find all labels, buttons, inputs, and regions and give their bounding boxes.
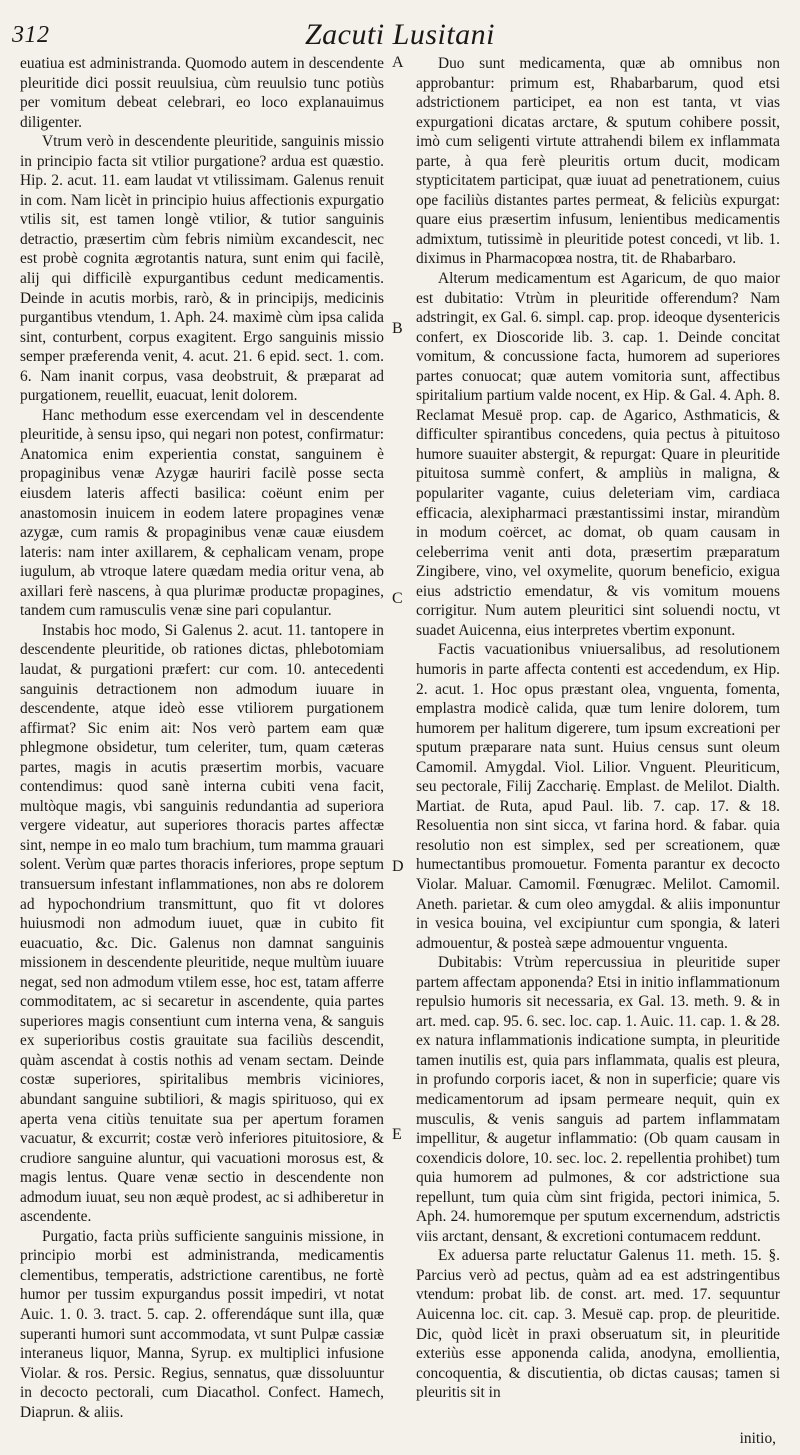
catchword: initio, bbox=[739, 1430, 776, 1447]
margin-letter-a: A bbox=[392, 54, 404, 71]
right-column bbox=[416, 54, 780, 1403]
paragraph: Ex aduersa parte reluctatur Galenus 11. meth. 15. §. Parcius verò ad pectus, quàm ad ea est adstringentibus vtendum: probat lib. de const. art. med. 17. sequuntur Auicenna loc. cit. cap. 3. Mesuë cap. prop. de pleuritide. Dic, quòd licèt in praxi obseruatum sit, in pleuritide exteriùs esse apponenda calida, anodyna, emollientia, concoquentia, & discutientia, ob dictas causas; tamen si pleuritis sit in bbox=[416, 1247, 780, 1402]
paragraph: Dubitabis: Vtrùm repercussiua in pleuritide super partem affectam apponenda? Etsi in initio inflammationum repulsio humoris sit necessaria, ex Gal. 13. meth. 9. & in art. med. cap. 95. 6. sec. loc. cap. 1. Auic. 11. cap. 1. & 28. ex natura inflammationis indicatione sumpta, in pleuritide tamen inutilis est, quia pars inflammata, qualis est pleura, in profundo corporis iacet, & non in superficie; quare vis medicamentorum ad ipsam permeare nequit, quin ex musculis, & venis sanguis ad partem inflammatam impellitur, & augetur inflammatio: (Ob quam causam in coxendicis dolore, 10. sec. loc. 2. repellentia prohibet) tum quia humorem ad pulmones, & cor adstrictione sua repellunt, tum quia cùm sint frigida, pectori inimica, 5. Aph. 24. humoremque per sputum excernendum, adstrictis viis arctant, densant, & excretioni contumacem reddunt. bbox=[416, 954, 780, 1245]
paragraph: Vtrum verò in descendente pleuritide, sanguinis missio in principio facta sit vtilior purgatione? ardua est quæstio. Hip. 2. acut. 11. eam laudat vt vtilissimam. Galenus renuit in com. Nam licèt in principio huius affectionis expurgatio vtilis sit, est tamen longè vtilior, & tutior sanguinis detractio, præsertim cùm febris nimiùm excandescit, nec est probè cognita ægrotantis natura, sunt enim qui facilè, alij qui difficilè expurgantibus cedunt medicamentis. Deinde in acutis morbis, rarò, & in principijs, medicinis purgantibus vtendum, 1. Aph. 24. maximè cùm ipsa calida sint, conturbent, corpus exagitent. Ergo sanguinis missio semper præferenda venit, 4. acut. 21. 6 epid. sect. 1. com. 6. Nam inanit corpus, vasa deobstruit, & præparat ad purgationem, reuellit, euacuat, lenit dolorem. bbox=[20, 133, 384, 405]
left-column bbox=[20, 54, 384, 1422]
paragraph: Alterum medicamentum est Agaricum, de quo maior est dubitatio: Vtrùm in pleuritide offerendum? Nam adstringit, ex Gal. 6. simpl. cap. prop. ideoque dysentericis confert, ex Dioscoride lib. 3. cap. 1. Deinde concitat vomitum, & concussione facta, humorem ad superiores partes conuocat; quæ autem vomitoria sunt, affectibus spiritalium partium valde nocent, ex Hip. & Gal. 4. Aph. 8. Reclamat Mesuë prop. cap. de Agarico, Asthmaticis, & difficulter spirantibus concedens, quia pectus à pituitoso humore suauiter abstergit, & repurgat: Quare in pleuritide pituitosa summè confert, & ampliùs in maligna, & populariter vagante, cuius deleteriam vim, cardiaca efficacia, alexipharmaci præstantissimi instar, mirandùm in modum coërcet, ac domat, ob quam causam in celeberrima venit anti dota, præsertim præparatum Zingibere, vino, vel oxymelite, quorum beneficio, exigua eius adstrictio emendatur, & vis vomitum mouens corrigitur. Num autem pleuritici sint soluendi noctu, vt suadet Auicenna, eius interpretes vbertim exponunt. bbox=[416, 270, 780, 639]
margin-letter-d: D bbox=[392, 858, 404, 875]
margin-letter-b: B bbox=[392, 320, 403, 337]
paragraph: Hanc methodum esse exercendam vel in descendente pleuritide, à sensu ipso, qui negari non potest, confirmatur: Anatomica enim experientia constat, sanguinem è propaginibus venæ Azygæ hauriri facilè posse secta eiusdem lateris affecti basilica: coëunt enim per anastomosin inuicem in eodem latere propagines venæ azygæ, cum ramis & propaginibus venæ cauæ eiusdem lateris: nam inter axillarem, & cephalicam venam, prope iugulum, ab vtroque latere quædam media oritur vena, ab axillari ferè nascens, à qua plurimæ productæ propagines, tandem cum ramusculis venæ sine pari copulantur. bbox=[20, 406, 384, 620]
paragraph: Factis vacuationibus vniuersalibus, ad resolutionem humoris in parte affecta contenti est accedendum, ex Hip. 2. acut. 1. Hoc opus præstant olea, vnguenta, fomenta, emplastra modicè calida, quæ tum lenire dolorem, tum humorem per halitum digerere, tum ipsum excreationi per sputum præparare nata sunt. Huius census sunt oleum Camomil. Amygdal. Viol. Lilior. Vnguent. Pleuriticum, seu pectorale, Filij Zaccharię. Emplast. de Melilot. Dialth. Martiat. de Ruta, apud Paul. lib. 7. cap. 17. & 18. Resoluentia non sint sicca, vt farina hord. & fabar. quia resolutio non est simplex, sed per screationem, quæ humectantibus promouetur. Fomenta parantur ex decocto Violar. Maluar. Camomil. Fœnugræc. Melilot. Camomil. Aneth. parietar. & cum oleo amygdal. & aliis imponuntur in vesica bouina, vel excipiuntur cum spongia, & lateri admouentur, & posteà sæpe admouentur vnguenta. bbox=[416, 641, 780, 952]
paragraph: Purgatio, facta priùs sufficiente sanguinis missione, in principio morbi est administranda, medicamentis clementibus, temperatis, adstrictione carentibus, ne fortè humor per tussim expurgandus possit impediri, vt notat Auic. 1. 0. 3. tract. 5. cap. 2. offerendáque sunt illa, quæ superanti humori sunt accommodata, vt sunt Pulpæ cassiæ interaneus liquor, Manna, Syrup. ex multiplici infusione Violar. & ros. Persic. Regius, sennatus, quæ dissoluuntur in decocto pectorali, cum Diacathol. Confect. Hamech, Diaprun. & aliis. bbox=[20, 1227, 384, 1421]
paragraph: Instabis hoc modo, Si Galenus 2. acut. 11. tantopere in descendente pleuritide, ob rationes dictas, phlebotomiam laudat, & purgationi præfert: cur com. 10. antecedenti sanguinis detractionem non admodum iuuare in descendente, atque ideò esse vtiliorem purgationem affirmat? Sic enim ait: Nos verò partem eam quæ phlegmone obsidetur, tum celeriter, tum, quam cæteras partes, magis in acutis præsertim morbis, vacuare contendimus: quod sanè interna cubiti vena facit, multòque magis, vbi sanguinis redundantia ad superiora vergere videatur, aut superiores thoracis partes affectæ sint, nempe in eo malo tum brachium, tum mamma grauari solent. Verùm quæ partes thoracis inferiores, prope septum transuersum infestant inflammationes, non abs re dolorem ad hypochondrium transmittunt, quo fit vt dolores huiusmodi non admodum iuuet, quæ in cubito fit euacuatio, &c. Dic. Galenus non damnat sanguinis missionem in descendente pleuritide, neque multùm iuuare negat, sed non admodum vtilem esse, hoc est, tatam afferre commoditatem, ac si secaretur in ascendente, quia partes superiores magis consentiunt cum interna vena, & sanguis ex superioribus costis grauitate sua faciliùs descendit, quàm ascendat à costis nothis ad venam sectam. Deinde costæ superiores, spiritalibus membris viciniores, abundant sanguine subtiliori, & magis spirituoso, qui ex aperta vena citiùs tenuitate sua per apertum foramen vacuatur, & excurrit; costæ verò inferiores pituitosiore, & crudiore sanguine aluntur, qui vacuationi morosus est, & magis lentus. Quare venæ sectio in descendente non admodum iuuat, seu non æquè prodest, ac si adhiberetur in ascendente. bbox=[20, 621, 384, 1226]
paragraph: Duo sunt medicamenta, quæ ab omnibus non approbantur: primum est, Rhabarbarum, quod etsi adstrictionem participet, ea non est tanta, vt vias expurgationi dicatas arctare, & sputum cohibere possit, imò cum seligenti virtute attrahendi bilem ex inflammata parte, à qua ferè pleuritis ortum ducit, modicam stypticitatem participat, quæ iuuat ad penetrationem, cuius ope faciliùs distantes partes permeat, & feliciùs expurgat: quare eius præsertim infusum, lenientibus medicamentis admixtum, tutissimè in pleuritide potest concedi, vt lib. 1. diximus in Pharmacopœa nostra, tit. de Rhabarbaro. bbox=[416, 55, 780, 268]
page-number: 312 bbox=[12, 22, 50, 48]
margin-letter-c: C bbox=[392, 590, 403, 607]
margin-letter-e: E bbox=[392, 1126, 402, 1143]
running-title: Zacuti Lusitani bbox=[304, 18, 496, 51]
paragraph: euatiua est administranda. Quomodo autem in descendente pleuritide dici possit reuulsiua, cùm reuulsio tunc potiùs per vomitum debeat celebrari, eo loco explanauimus diligenter. bbox=[20, 55, 384, 131]
